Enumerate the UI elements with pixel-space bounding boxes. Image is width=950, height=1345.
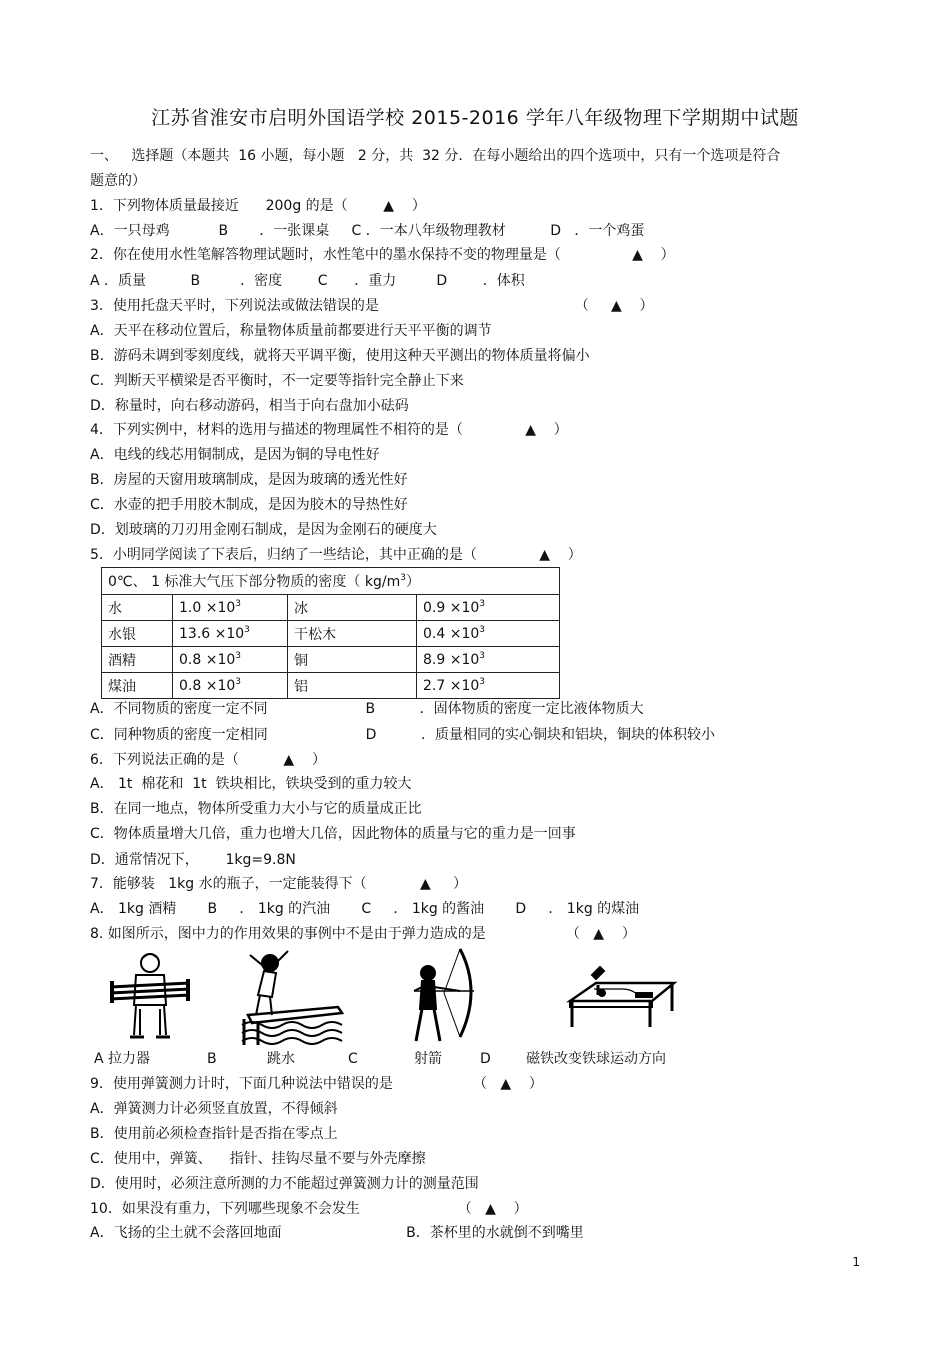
table-row: 酒精 $0.8 \times 10^3$ 铜 $8.9 \times 10^3$ [102, 647, 560, 673]
figure-label-b-text: 跳水 [267, 1051, 295, 1067]
question-line: 8. 如图所示，图中力的作用效果的事例中不是由于弹力造成的是 （ ▲ ） [90, 926, 636, 942]
table-header: 0℃、 1 标准大气压下部分物质的密度（ $kg/m^3$） [102, 568, 560, 595]
option-line: A．弹簧测力计必须竖直放置，不得倾斜 [90, 1101, 338, 1117]
option-line: C．物体质量增大几倍，重力也增大几倍，因此物体的质量与它的重力是一回事 [90, 826, 576, 842]
option-line: C．同种物质的密度一定相同 D ．质量相同的实心铜块和铝块，铜块的体积较小 [90, 727, 715, 743]
option-line: B．使用前必须检查指针是否指在零点上 [90, 1126, 338, 1142]
figure-label-d-text: 磁铁改变铁球运动方向 [526, 1051, 666, 1067]
option-line: D．使用时，必须注意所测的力不能超过弹簧测力计的测量范围 [90, 1176, 479, 1192]
option-line: D．划玻璃的刀刃用金刚石制成，是因为金刚石的硬度大 [90, 522, 437, 538]
figure-label-c: C [348, 1051, 358, 1067]
option-line: A．电线的线芯用铜制成，是因为铜的导电性好 [90, 447, 380, 463]
figure-label-a: A 拉力器 [94, 1051, 151, 1067]
table-row: 煤油 $0.8 \times 10^3$ 铝 $2.7 \times 10^3$ [102, 673, 560, 699]
option-line: D．称量时，向右移动游码，相当于向右盘加小砝码 [90, 398, 409, 414]
section-heading-cont: 题意的） [90, 173, 146, 189]
option-line: A．不同物质的密度一定不同 B ．固体物质的密度一定比液体物质大 [90, 701, 644, 717]
option-line: A． 1kg 酒精 B ． 1kg 的汽油 C ． 1kg 的酱油 D ． 1kg 的煤油 [90, 901, 640, 917]
question-line: 6．下列说法正确的是（ ▲ ） [90, 752, 326, 768]
expander-figure [106, 945, 194, 1045]
figure-label-d: D [480, 1051, 491, 1067]
option-line: B．房屋的天窗用玻璃制成，是因为玻璃的透光性好 [90, 472, 408, 488]
section-heading: 一、 选择题（本题共 16 小题，每小题 2 分，共 32 分．在每小题给出的四个选项中，只有一个选项是符合 [90, 148, 781, 164]
option-line: A．一只母鸡 B ．一张课桌 C ．一本八年级物理教材 D ．一个鸡蛋 [90, 223, 645, 239]
option-line: B．在同一地点，物体所受重力大小与它的质量成正比 [90, 801, 422, 817]
figure-label-c-text: 射箭 [414, 1051, 442, 1067]
question-line: 3．使用托盘天平时，下列说法或做法错误的是 （ ▲ ） [90, 298, 654, 314]
table-row: 水 $1.0 \times 10^3$ 冰 $0.9 \times 10^3$ [102, 595, 560, 621]
option-line: C．水壶的把手用胶木制成，是因为胶木的导热性好 [90, 497, 408, 513]
option-line: A．天平在移动位置后，称量物体质量前都要进行天平平衡的调节 [90, 323, 492, 339]
question-line: 5．小明同学阅读了下表后，归纳了一些结论，其中正确的是（ ▲ ） [90, 547, 582, 563]
page-number: 1 [852, 1255, 860, 1269]
page-title: 江苏省淮安市启明外国语学校 2015-2016 学年八年级物理下学期期中试题 [151, 107, 799, 129]
option-line: B．游码未调到零刻度线，就将天平调平衡，使用这种天平测出的物体质量将偏小 [90, 348, 590, 364]
question-line: 10．如果没有重力，下列哪些现象不会发生 （ ▲ ） [90, 1201, 528, 1217]
option-line: C．判断天平横梁是否平衡时，不一定要等指针完全静止下来 [90, 373, 464, 389]
option-line: A ．质量 B ．密度 C ．重力 D ．体积 [90, 273, 525, 289]
question-line: 2．你在使用水性笔解答物理试题时，水性笔中的墨水保持不变的物理量是（ ▲ ） [90, 247, 675, 263]
question-line: 7．能够装 1kg 水的瓶子，一定能装得下（ ▲ ） [90, 876, 468, 892]
diving-figure [238, 945, 348, 1045]
magnet-table-figure [562, 945, 682, 1035]
figure-label-b: B [207, 1051, 217, 1067]
question-line: 1．下列物体质量最接近 200g 的是（ ▲ ） [90, 198, 426, 214]
option-line: A．飞扬的尘土就不会落回地面 B．茶杯里的水就倒不到嘴里 [90, 1225, 584, 1241]
option-line: C．使用中，弹簧、 指针、挂钩尽量不要与外壳摩擦 [90, 1151, 426, 1167]
question-line: 4．下列实例中，材料的选用与描述的物理属性不相符的是（ ▲ ） [90, 422, 568, 438]
option-line: A． 1t 棉花和 1t 铁块相比，铁块受到的重力较大 [90, 776, 412, 792]
question-line: 9．使用弹簧测力计时，下面几种说法中错误的是 （ ▲ ） [90, 1076, 543, 1092]
table-row: 水银 $13.6 \times 10^3$ 干松木 $0.4 \times 10^3$ [102, 621, 560, 647]
density-table [101, 567, 560, 699]
option-line: D．通常情况下， 1kg=9.8N [90, 852, 296, 868]
archery-figure [404, 945, 484, 1045]
